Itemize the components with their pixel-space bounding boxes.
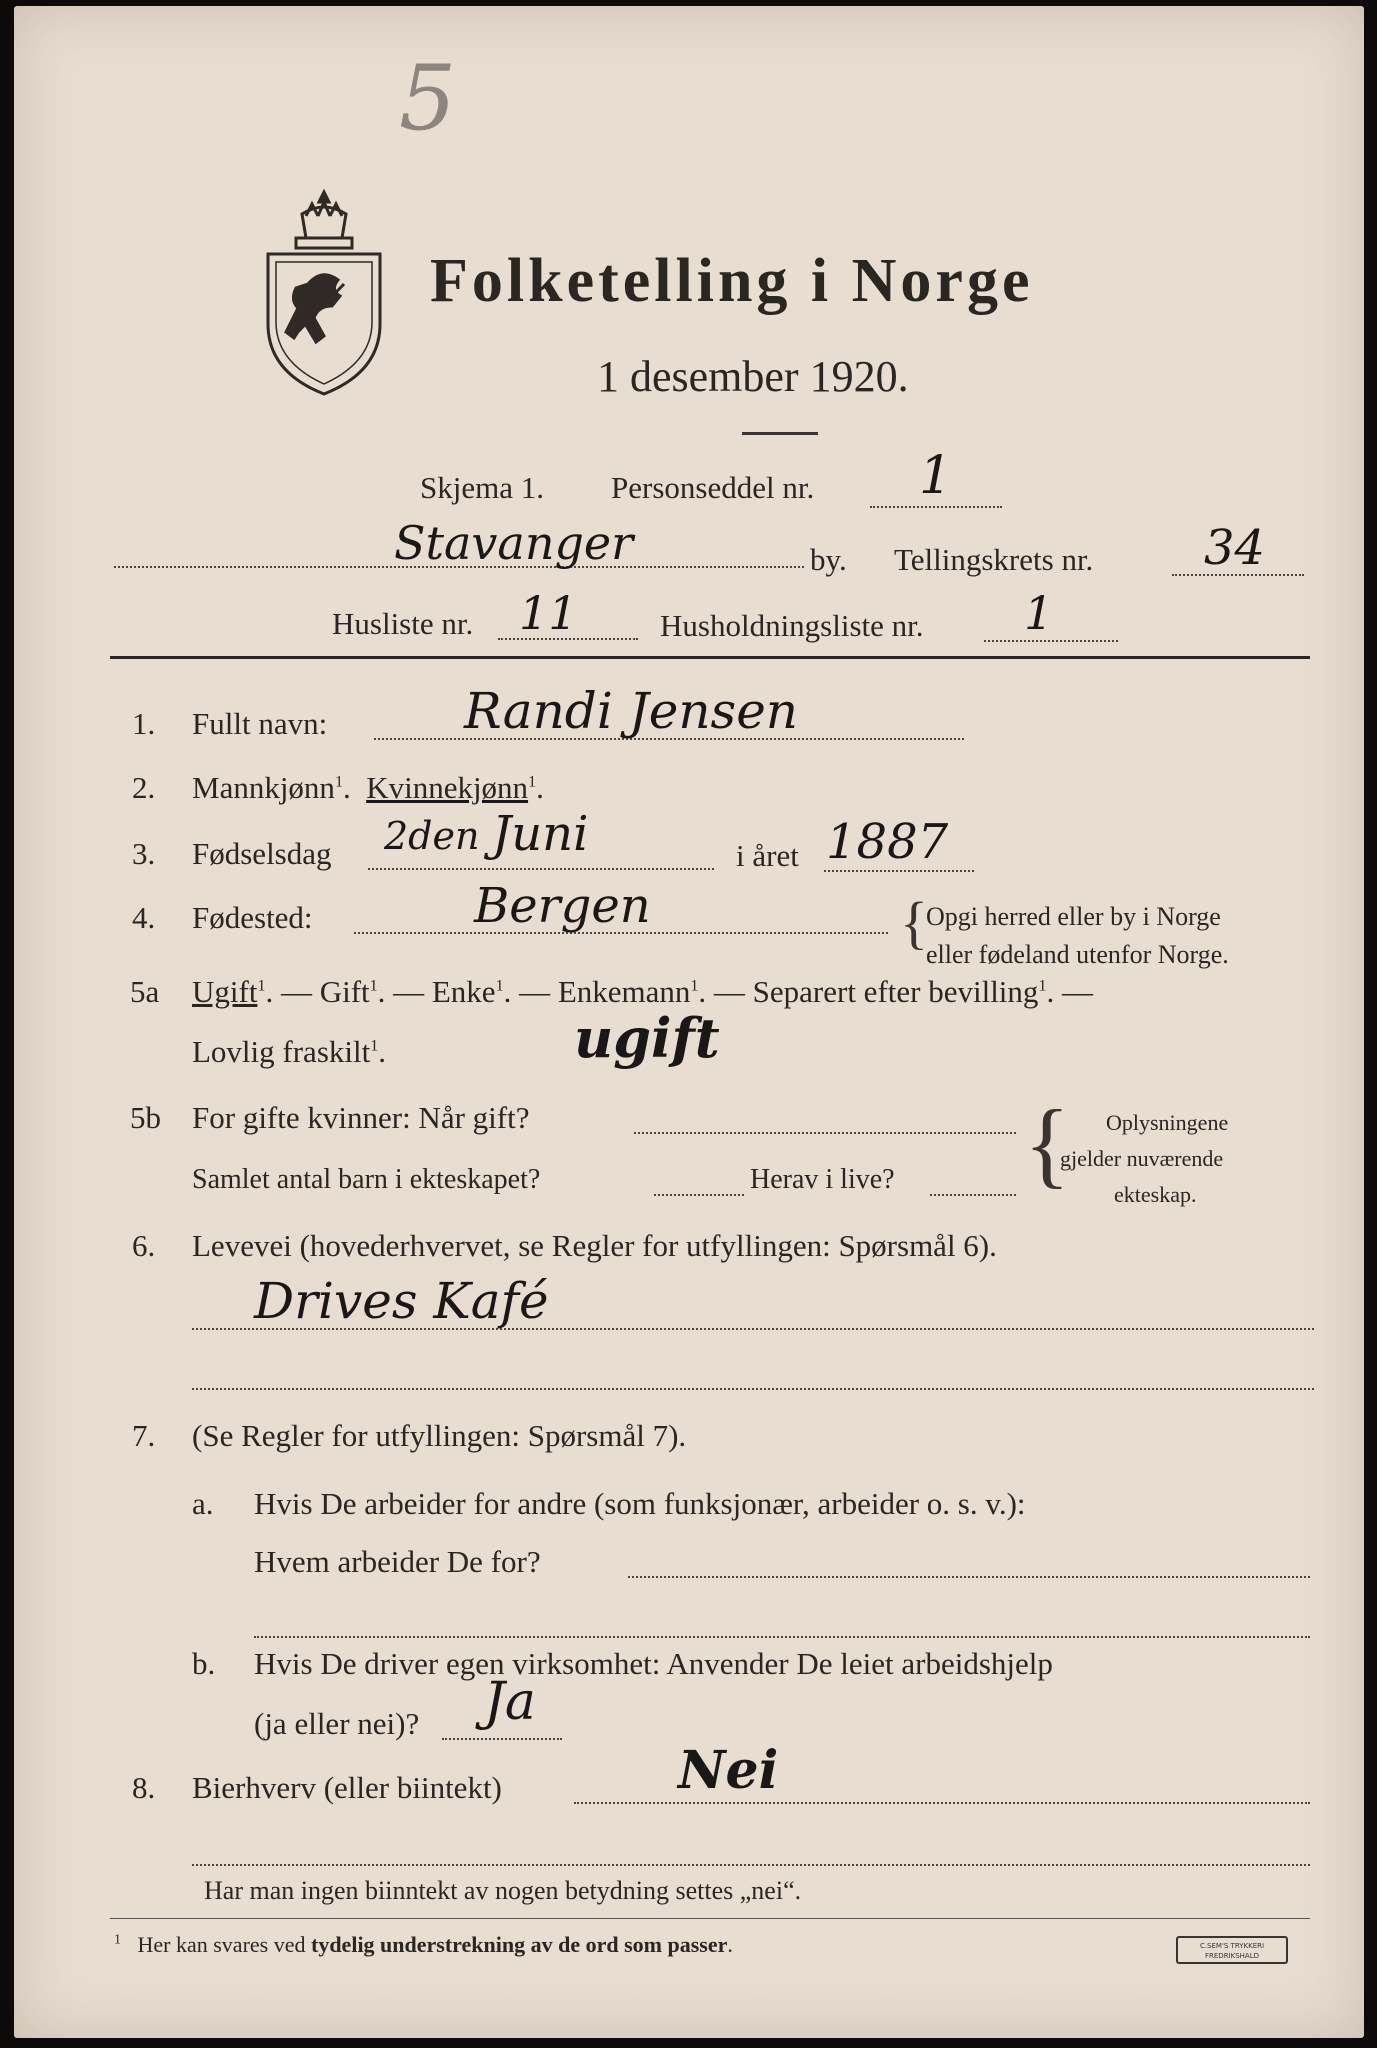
q5b-number: 5b [130, 1100, 161, 1135]
q1-full-name-value[interactable]: Randi Jensen [464, 682, 798, 740]
q5b-brace: { [1024, 1090, 1071, 1197]
q3-label: Fødselsdag [192, 836, 332, 871]
q2-number: 2. [132, 770, 156, 805]
q1-number: 1. [132, 706, 156, 741]
husholdning-label: Husholdningsliste nr. [660, 608, 924, 643]
footnote-mark: 1 [528, 773, 537, 791]
q7a-line1: Hvis De arbeider for andre (som funksjonær, arbeider o. s. v.): [254, 1486, 1026, 1521]
husholdning-field-line [984, 640, 1118, 642]
q3-day-value[interactable]: 2den [384, 814, 480, 858]
footnote-mark: 1 [334, 773, 343, 791]
q7b-line1: Hvis De driver egen virksomhet: Anvender De leiet arbeidshjelp [254, 1646, 1053, 1681]
tellingskrets-label: Tellingskrets nr. [894, 542, 1094, 577]
printer-stamp-line1: C.SEM'S TRYKKERI [1199, 1942, 1265, 1950]
q5a-value[interactable]: ugift [574, 1006, 720, 1070]
skjema-label: Skjema 1. [420, 470, 544, 505]
pencil-page-mark: 5 [399, 46, 457, 151]
q8-field-line-1 [574, 1802, 1310, 1804]
census-date: 1 desember 1920. [597, 352, 909, 401]
q5a-option-enkemann[interactable]: Enkemann [557, 974, 691, 1009]
husholdning-value[interactable]: 1 [1024, 586, 1054, 640]
q3-date-field-line [368, 868, 714, 870]
q2-sex-options [192, 770, 544, 806]
q2-separator: . [342, 770, 351, 805]
q2-option-female[interactable]: Kvinnekjønn [366, 770, 529, 805]
q3-year-label: i året [736, 838, 799, 873]
q6-occupation-value[interactable]: Drives Kafé [254, 1272, 549, 1330]
footnote-mark: 1 [369, 977, 378, 995]
footnote-mark: 1 [114, 1932, 121, 1948]
q3-number: 3. [132, 836, 156, 871]
husliste-label: Husliste nr. [332, 606, 474, 641]
city-value[interactable]: Stavanger [394, 516, 634, 570]
q1-label: Fullt navn: [192, 706, 328, 741]
q5b-note-line3: ekteskap. [1114, 1182, 1197, 1207]
q6-label: Levevei (hovederhvervet, se Regler for utfyllingen: Spørsmål 6). [192, 1228, 997, 1263]
q6-field-line-2 [192, 1388, 1314, 1390]
printer-stamp-line2: FREDRIKSHALD [1204, 1952, 1259, 1960]
footnote-mark: 1 [495, 977, 504, 995]
q5a-options: Ugift$^1$. — Gift$^1$. — Enke$^1$. — Enkemann$^1$. — Separert efter bevilling$^1$. — [192, 974, 1093, 1009]
q5b-alive-field-line [930, 1194, 1016, 1196]
q5b-note-line2: gjelder nuværende [1060, 1146, 1224, 1171]
q7b-field-line [442, 1738, 562, 1740]
q5a-line2: Lovlig fraskilt$^1$. [192, 1034, 386, 1069]
footnote-text-pre: Her kan svares ved [137, 1932, 311, 1957]
by-label: by. [810, 542, 847, 577]
q7a-line2: Hvem arbeider De for? [254, 1544, 541, 1579]
q5a-number: 5a [130, 974, 160, 1009]
husliste-value[interactable]: 11 [519, 586, 578, 640]
q5b-children-field-line [654, 1194, 744, 1196]
norway-coat-of-arms-icon [254, 186, 394, 401]
q4-note-line1: Opgi herred eller by i Norge [926, 902, 1221, 931]
q5b-label2: Samlet antal barn i ekteskapet? [192, 1164, 541, 1195]
footnote-mark: 1 [370, 1037, 379, 1055]
q7b-value[interactable]: Ja [484, 1672, 536, 1732]
footnote-text-post: . [727, 1932, 733, 1957]
q8-label: Bierhverv (eller biintekt) [192, 1770, 502, 1805]
q5b-label3: Herav i live? [750, 1164, 895, 1195]
footnote-mark: 1 [690, 977, 699, 995]
footnote [114, 1932, 733, 1958]
printer-stamp [1176, 1936, 1288, 1964]
personseddel-value[interactable]: 1 [919, 446, 953, 506]
section-divider [110, 656, 1310, 659]
footnote-mark: 1 [1038, 977, 1047, 995]
footnote-divider [110, 1918, 1310, 1919]
census-form-sheet [14, 6, 1364, 2038]
q5b-label1: For gifte kvinner: Når gift? [192, 1100, 530, 1135]
q5b-when-married-field-line [634, 1132, 1016, 1134]
q4-brace: { [900, 890, 928, 955]
q7b-line2: (ja eller nei)? [254, 1706, 420, 1741]
q4-birthplace-value[interactable]: Bergen [474, 878, 651, 934]
q7a-field-line-2 [254, 1636, 1310, 1638]
q3-year-value[interactable]: 1887 [826, 814, 949, 870]
q4-note-line2: eller fødeland utenfor Norge. [926, 940, 1229, 969]
footnote-text-bold: tydelig understrekning av de ord som passer [311, 1932, 728, 1957]
biinntekt-note: Har man ingen biinntekt av nogen betydning settes „nei“. [204, 1876, 802, 1905]
q8-field-line-2 [192, 1864, 1310, 1866]
q5a-option-fraskilt[interactable]: Lovlig fraskilt [192, 1034, 371, 1069]
q5a-option-gift[interactable]: Gift [319, 974, 370, 1009]
personseddel-label: Personseddel nr. [611, 470, 815, 505]
q7a-field-line-1 [628, 1576, 1310, 1578]
q7-number: 7. [132, 1418, 156, 1453]
footnote-mark: 1 [257, 977, 266, 995]
title-divider [742, 432, 818, 435]
q2-option-male[interactable]: Mannkjønn [192, 770, 335, 805]
q8-number: 8. [132, 1770, 156, 1805]
q8-value[interactable]: Nei [678, 1740, 779, 1801]
q7-label: (Se Regler for utfyllingen: Spørsmål 7). [192, 1418, 687, 1453]
q3-month-value[interactable]: Juni [492, 806, 589, 862]
q7b-letter: b. [192, 1646, 216, 1681]
q5a-option-separert[interactable]: Separert efter bevilling [752, 974, 1039, 1009]
q5a-option-enke[interactable]: Enke [431, 974, 496, 1009]
q6-number: 6. [132, 1228, 156, 1263]
q5a-option-ugift[interactable]: Ugift [192, 974, 258, 1009]
q7a-letter: a. [192, 1486, 214, 1521]
q2-terminator: . [536, 770, 544, 805]
personseddel-field-line [870, 506, 1002, 508]
page-title: Folketelling i Norge [430, 247, 1034, 315]
tellingskrets-value[interactable]: 34 [1204, 520, 1266, 576]
q5b-note-line1: Oplysningene [1106, 1110, 1229, 1135]
q4-number: 4. [132, 900, 156, 935]
q4-label: Fødested: [192, 900, 313, 935]
q3-year-field-line [824, 870, 974, 872]
